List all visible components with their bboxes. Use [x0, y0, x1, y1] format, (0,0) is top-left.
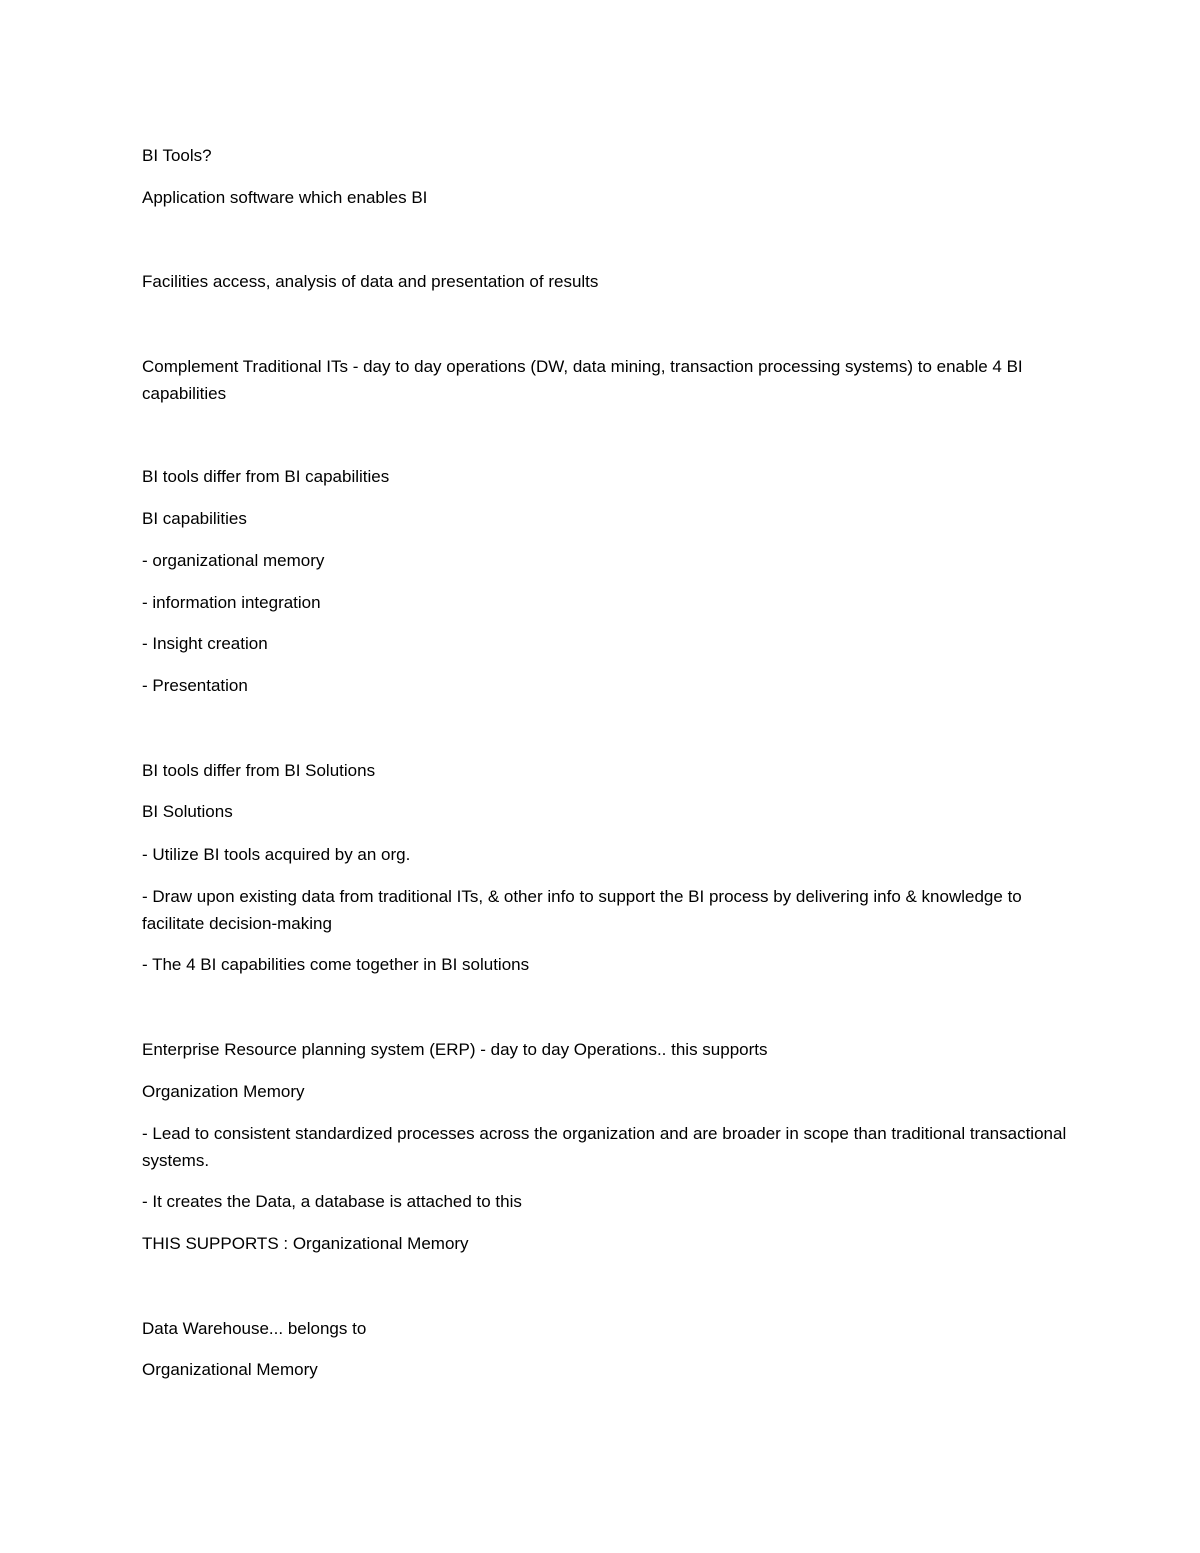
list-item: - Presentation — [142, 676, 248, 695]
list-item: - Insight creation — [142, 634, 268, 653]
list-item: - Utilize BI tools acquired by an org. — [142, 845, 411, 864]
list-item: - It creates the Data, a database is attached to this — [142, 1192, 522, 1211]
text-line: Organizational Memory — [142, 1360, 318, 1379]
text-line: BI tools differ from BI capabilities — [142, 467, 390, 486]
text-line: Data Warehouse... belongs to — [142, 1319, 367, 1338]
list-item: - Draw upon existing data from traditional ITs, & other info to support the BI process by delivering info & knowledge to facilitate decision-making — [142, 887, 1022, 933]
text-paragraph: Complement Traditional ITs - day to day operations (DW, data mining, transaction processing systems) to enable 4 BI capabilities — [142, 357, 1023, 403]
list-item: - organizational memory — [142, 551, 325, 570]
text-line: BI tools differ from BI Solutions — [142, 761, 376, 780]
heading-bi-tools: BI Tools? — [142, 146, 212, 165]
text-line: Organization Memory — [142, 1082, 305, 1101]
text-line: Enterprise Resource planning system (ERP) - day to day Operations.. this supports — [142, 1040, 768, 1059]
list-item: - The 4 BI capabilities come together in BI solutions — [142, 955, 530, 974]
text-line: THIS SUPPORTS : Organizational Memory — [142, 1234, 469, 1253]
list-item: - information integration — [142, 593, 321, 612]
text-line: BI Solutions — [142, 802, 233, 821]
text-line: Application software which enables BI — [142, 188, 428, 207]
list-item: - Lead to consistent standardized processes across the organization and are broader in scope than traditional transactional systems. — [142, 1124, 1067, 1170]
text-line: BI capabilities — [142, 509, 247, 528]
text-line: Facilities access, analysis of data and presentation of results — [142, 272, 599, 291]
